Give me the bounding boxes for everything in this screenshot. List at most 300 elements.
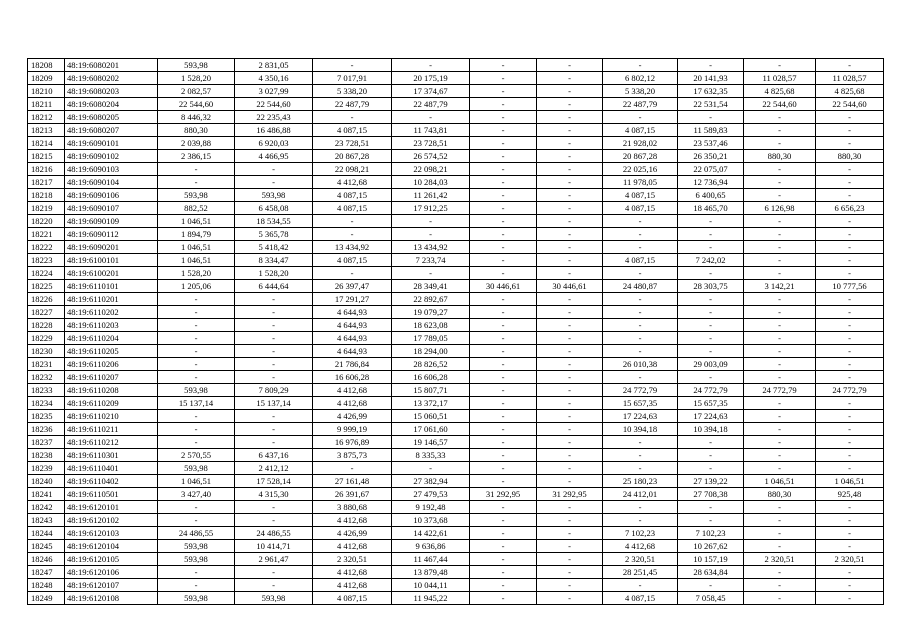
- value-cell: 20 141,93: [678, 72, 744, 85]
- value-cell: -: [537, 527, 603, 540]
- value-cell: 24 480,87: [603, 280, 678, 293]
- cadastral-number-cell: 48:19:6110402: [65, 475, 158, 488]
- value-cell: -: [470, 241, 537, 254]
- value-cell: -: [744, 332, 816, 345]
- row-number-cell: 18220: [28, 215, 65, 228]
- value-cell: -: [235, 332, 313, 345]
- value-cell: -: [744, 514, 816, 527]
- row-number-cell: 18234: [28, 397, 65, 410]
- value-cell: 16 606,28: [313, 371, 392, 384]
- value-cell: -: [470, 254, 537, 267]
- value-cell: 8 446,32: [158, 111, 235, 124]
- table-row: [28, 98, 884, 111]
- value-cell: 19 146,57: [392, 436, 470, 449]
- table-row: [28, 527, 884, 540]
- value-cell: -: [537, 436, 603, 449]
- value-cell: 10 394,18: [603, 423, 678, 436]
- value-cell: -: [816, 306, 884, 319]
- value-cell: -: [678, 306, 744, 319]
- cadastral-number-cell: 48:19:6090107: [65, 202, 158, 215]
- value-cell: 22 487,79: [313, 98, 392, 111]
- value-cell: 593,98: [158, 189, 235, 202]
- value-cell: -: [603, 371, 678, 384]
- value-cell: -: [744, 189, 816, 202]
- value-cell: 10 044,11: [392, 579, 470, 592]
- value-cell: -: [816, 462, 884, 475]
- value-cell: 880,30: [744, 150, 816, 163]
- table-row: [28, 280, 884, 293]
- value-cell: 27 708,38: [678, 488, 744, 501]
- value-cell: -: [470, 475, 537, 488]
- value-cell: -: [744, 176, 816, 189]
- value-cell: -: [816, 423, 884, 436]
- value-cell: -: [744, 215, 816, 228]
- value-cell: 14 422,61: [392, 527, 470, 540]
- row-number-cell: 18229: [28, 332, 65, 345]
- value-cell: -: [678, 59, 744, 72]
- value-cell: -: [816, 137, 884, 150]
- value-cell: 4 825,68: [744, 85, 816, 98]
- value-cell: 6 920,03: [235, 137, 313, 150]
- value-cell: 11 743,81: [392, 124, 470, 137]
- value-cell: -: [470, 592, 537, 605]
- table-row: [28, 397, 884, 410]
- value-cell: 5 365,78: [235, 228, 313, 241]
- value-cell: 28 251,45: [603, 566, 678, 579]
- value-cell: -: [744, 410, 816, 423]
- value-cell: -: [603, 514, 678, 527]
- value-cell: -: [603, 306, 678, 319]
- value-cell: -: [816, 124, 884, 137]
- value-cell: 25 180,23: [603, 475, 678, 488]
- value-cell: 16 486,88: [235, 124, 313, 137]
- value-cell: 593,98: [158, 384, 235, 397]
- value-cell: 22 098,21: [392, 163, 470, 176]
- value-cell: 4 087,15: [603, 202, 678, 215]
- table-row: [28, 436, 884, 449]
- row-number-cell: 18240: [28, 475, 65, 488]
- value-cell: -: [744, 566, 816, 579]
- value-cell: -: [537, 566, 603, 579]
- value-cell: -: [678, 319, 744, 332]
- value-cell: 6 126,98: [744, 202, 816, 215]
- value-cell: -: [537, 332, 603, 345]
- value-cell: 1 046,51: [158, 215, 235, 228]
- row-number-cell: 18231: [28, 358, 65, 371]
- value-cell: -: [537, 449, 603, 462]
- cadastral-number-cell: 48:19:6120106: [65, 566, 158, 579]
- cadastral-number-cell: 48:19:6110204: [65, 332, 158, 345]
- value-cell: -: [235, 566, 313, 579]
- value-cell: -: [470, 267, 537, 280]
- value-cell: 1 528,20: [158, 267, 235, 280]
- cadastral-number-cell: 48:19:6100101: [65, 254, 158, 267]
- value-cell: -: [816, 111, 884, 124]
- value-cell: -: [537, 345, 603, 358]
- cadastral-number-cell: 48:19:6110203: [65, 319, 158, 332]
- value-cell: 7 809,29: [235, 384, 313, 397]
- value-cell: -: [470, 59, 537, 72]
- cadastral-number-cell: 48:19:6120104: [65, 540, 158, 553]
- table-row: [28, 423, 884, 436]
- value-cell: -: [678, 501, 744, 514]
- table-row: [28, 150, 884, 163]
- table-row: [28, 332, 884, 345]
- value-cell: 18 534,55: [235, 215, 313, 228]
- value-cell: 10 394,18: [678, 423, 744, 436]
- cadastral-number-cell: 48:19:6090106: [65, 189, 158, 202]
- value-cell: -: [392, 111, 470, 124]
- value-cell: -: [678, 436, 744, 449]
- row-number-cell: 18219: [28, 202, 65, 215]
- value-cell: -: [603, 345, 678, 358]
- value-cell: -: [603, 267, 678, 280]
- value-cell: 9 192,48: [392, 501, 470, 514]
- value-cell: 22 025,16: [603, 163, 678, 176]
- value-cell: -: [392, 215, 470, 228]
- value-cell: -: [816, 397, 884, 410]
- table-row: [28, 306, 884, 319]
- value-cell: -: [313, 111, 392, 124]
- row-number-cell: 18225: [28, 280, 65, 293]
- value-cell: 30 446,61: [537, 280, 603, 293]
- row-number-cell: 18242: [28, 501, 65, 514]
- row-number-cell: 18247: [28, 566, 65, 579]
- value-cell: 15 657,35: [603, 397, 678, 410]
- value-cell: -: [158, 410, 235, 423]
- row-number-cell: 18241: [28, 488, 65, 501]
- value-cell: -: [816, 254, 884, 267]
- cadastral-number-cell: 48:19:6120103: [65, 527, 158, 540]
- value-cell: -: [537, 319, 603, 332]
- value-cell: -: [603, 332, 678, 345]
- value-cell: 24 772,79: [744, 384, 816, 397]
- value-cell: -: [744, 241, 816, 254]
- value-cell: 24 486,55: [158, 527, 235, 540]
- cadastral-number-cell: 48:19:6090112: [65, 228, 158, 241]
- value-cell: 4 087,15: [313, 202, 392, 215]
- value-cell: 22 487,79: [603, 98, 678, 111]
- value-cell: -: [744, 436, 816, 449]
- value-cell: -: [470, 514, 537, 527]
- value-cell: -: [235, 306, 313, 319]
- value-cell: -: [603, 293, 678, 306]
- value-cell: -: [744, 163, 816, 176]
- value-cell: 31 292,95: [537, 488, 603, 501]
- value-cell: -: [537, 228, 603, 241]
- row-number-cell: 18215: [28, 150, 65, 163]
- value-cell: 4 426,99: [313, 410, 392, 423]
- value-cell: -: [744, 540, 816, 553]
- value-cell: 5 338,20: [603, 85, 678, 98]
- table-row: [28, 475, 884, 488]
- table-row: [28, 566, 884, 579]
- value-cell: -: [537, 579, 603, 592]
- cadastral-number-cell: 48:19:6110208: [65, 384, 158, 397]
- value-cell: 13 372,17: [392, 397, 470, 410]
- value-cell: 11 028,57: [816, 72, 884, 85]
- value-cell: -: [470, 163, 537, 176]
- value-cell: 593,98: [235, 189, 313, 202]
- value-cell: 29 003,09: [678, 358, 744, 371]
- value-cell: -: [816, 189, 884, 202]
- value-cell: 6 458,08: [235, 202, 313, 215]
- value-cell: -: [537, 150, 603, 163]
- value-cell: -: [603, 59, 678, 72]
- value-cell: 2 320,51: [744, 553, 816, 566]
- cadastral-number-cell: 48:19:6120102: [65, 514, 158, 527]
- value-cell: 593,98: [158, 553, 235, 566]
- value-cell: 17 374,67: [392, 85, 470, 98]
- value-cell: 4 426,99: [313, 527, 392, 540]
- value-cell: 22 892,67: [392, 293, 470, 306]
- value-cell: -: [158, 306, 235, 319]
- cadastral-number-cell: 48:19:6100201: [65, 267, 158, 280]
- value-cell: -: [392, 228, 470, 241]
- value-cell: 21 928,02: [603, 137, 678, 150]
- value-cell: -: [744, 423, 816, 436]
- value-cell: -: [158, 358, 235, 371]
- cadastral-number-cell: 48:19:6090109: [65, 215, 158, 228]
- value-cell: -: [537, 163, 603, 176]
- value-cell: 10 157,19: [678, 553, 744, 566]
- value-cell: 7 233,74: [392, 254, 470, 267]
- value-cell: 4 087,15: [313, 124, 392, 137]
- value-cell: -: [744, 59, 816, 72]
- value-cell: -: [744, 293, 816, 306]
- row-number-cell: 18248: [28, 579, 65, 592]
- value-cell: -: [744, 254, 816, 267]
- value-cell: -: [816, 345, 884, 358]
- value-cell: -: [678, 345, 744, 358]
- value-cell: -: [537, 592, 603, 605]
- table-row: [28, 345, 884, 358]
- value-cell: -: [235, 371, 313, 384]
- value-cell: 17 528,14: [235, 475, 313, 488]
- value-cell: -: [235, 293, 313, 306]
- value-cell: 24 772,79: [816, 384, 884, 397]
- value-cell: -: [678, 449, 744, 462]
- value-cell: -: [158, 163, 235, 176]
- cadastral-number-cell: 48:19:6090103: [65, 163, 158, 176]
- value-cell: 22 531,54: [678, 98, 744, 111]
- value-cell: 26 010,38: [603, 358, 678, 371]
- value-cell: 13 434,92: [313, 241, 392, 254]
- value-cell: -: [816, 267, 884, 280]
- value-cell: 28 349,41: [392, 280, 470, 293]
- value-cell: 4 466,95: [235, 150, 313, 163]
- table-row: [28, 358, 884, 371]
- value-cell: 15 807,71: [392, 384, 470, 397]
- value-cell: -: [744, 397, 816, 410]
- value-cell: -: [744, 371, 816, 384]
- value-cell: 7 242,02: [678, 254, 744, 267]
- value-cell: -: [158, 319, 235, 332]
- row-number-cell: 18227: [28, 306, 65, 319]
- value-cell: 6 437,16: [235, 449, 313, 462]
- value-cell: -: [816, 371, 884, 384]
- value-cell: -: [537, 202, 603, 215]
- value-cell: -: [537, 475, 603, 488]
- value-cell: 1 528,20: [235, 267, 313, 280]
- value-cell: 26 397,47: [313, 280, 392, 293]
- value-cell: 4 825,68: [816, 85, 884, 98]
- value-cell: 6 656,23: [816, 202, 884, 215]
- value-cell: 30 446,61: [470, 280, 537, 293]
- value-cell: -: [816, 228, 884, 241]
- value-cell: -: [235, 319, 313, 332]
- value-cell: 4 087,15: [313, 189, 392, 202]
- value-cell: 6 444,64: [235, 280, 313, 293]
- table-row: [28, 462, 884, 475]
- value-cell: -: [603, 215, 678, 228]
- row-number-cell: 18226: [28, 293, 65, 306]
- value-cell: -: [678, 371, 744, 384]
- value-cell: 10 414,71: [235, 540, 313, 553]
- value-cell: 2 831,05: [235, 59, 313, 72]
- value-cell: 18 465,70: [678, 202, 744, 215]
- value-cell: 2 386,15: [158, 150, 235, 163]
- value-cell: -: [470, 397, 537, 410]
- value-cell: -: [537, 267, 603, 280]
- value-cell: 2 320,51: [816, 553, 884, 566]
- table-row: [28, 189, 884, 202]
- table-row: [28, 85, 884, 98]
- value-cell: -: [537, 462, 603, 475]
- value-cell: -: [816, 592, 884, 605]
- value-cell: 2 412,12: [235, 462, 313, 475]
- cadastral-number-cell: 48:19:6090101: [65, 137, 158, 150]
- value-cell: 4 644,93: [313, 306, 392, 319]
- value-cell: 24 772,79: [603, 384, 678, 397]
- row-number-cell: 18236: [28, 423, 65, 436]
- value-cell: -: [158, 176, 235, 189]
- value-cell: -: [313, 462, 392, 475]
- value-cell: 593,98: [158, 592, 235, 605]
- value-cell: -: [470, 579, 537, 592]
- row-number-cell: 18244: [28, 527, 65, 540]
- value-cell: -: [537, 137, 603, 150]
- value-cell: -: [816, 436, 884, 449]
- row-number-cell: 18239: [28, 462, 65, 475]
- value-cell: -: [678, 228, 744, 241]
- value-cell: -: [158, 332, 235, 345]
- value-cell: -: [603, 111, 678, 124]
- value-cell: -: [235, 358, 313, 371]
- value-cell: 22 235,43: [235, 111, 313, 124]
- value-cell: -: [816, 163, 884, 176]
- row-number-cell: 18223: [28, 254, 65, 267]
- value-cell: 3 427,40: [158, 488, 235, 501]
- value-cell: 22 487,79: [392, 98, 470, 111]
- value-cell: -: [470, 176, 537, 189]
- cadastral-number-cell: 48:19:6080203: [65, 85, 158, 98]
- value-cell: 9 636,86: [392, 540, 470, 553]
- value-cell: -: [537, 98, 603, 111]
- value-cell: 1 046,51: [158, 475, 235, 488]
- value-cell: -: [158, 514, 235, 527]
- value-cell: 593,98: [158, 462, 235, 475]
- value-cell: 17 789,05: [392, 332, 470, 345]
- cadastral-number-cell: 48:19:6110209: [65, 397, 158, 410]
- value-cell: 24 412,01: [603, 488, 678, 501]
- cadastral-number-cell: 48:19:6080204: [65, 98, 158, 111]
- value-cell: 593,98: [158, 59, 235, 72]
- value-cell: -: [816, 501, 884, 514]
- value-cell: -: [470, 384, 537, 397]
- value-cell: 7 058,45: [678, 592, 744, 605]
- value-cell: -: [470, 553, 537, 566]
- value-cell: 10 373,68: [392, 514, 470, 527]
- table-row: [28, 384, 884, 397]
- row-number-cell: 18211: [28, 98, 65, 111]
- value-cell: 1 894,79: [158, 228, 235, 241]
- value-cell: 9 999,19: [313, 423, 392, 436]
- cadastral-number-cell: 48:19:6120105: [65, 553, 158, 566]
- value-cell: 10 777,56: [816, 280, 884, 293]
- value-cell: -: [537, 306, 603, 319]
- row-number-cell: 18237: [28, 436, 65, 449]
- cadastral-number-cell: 48:19:6090102: [65, 150, 158, 163]
- value-cell: 1 046,51: [158, 254, 235, 267]
- row-number-cell: 18222: [28, 241, 65, 254]
- value-cell: 4 412,68: [313, 514, 392, 527]
- value-cell: -: [744, 111, 816, 124]
- value-cell: 15 657,35: [678, 397, 744, 410]
- table-row: [28, 111, 884, 124]
- value-cell: -: [816, 293, 884, 306]
- value-cell: 2 570,55: [158, 449, 235, 462]
- value-cell: -: [744, 306, 816, 319]
- value-cell: -: [537, 384, 603, 397]
- table-row: [28, 176, 884, 189]
- value-cell: 4 087,15: [603, 189, 678, 202]
- value-cell: 6 400,65: [678, 189, 744, 202]
- cadastral-number-cell: 48:19:6090201: [65, 241, 158, 254]
- table-row: [28, 215, 884, 228]
- value-cell: 2 320,51: [313, 553, 392, 566]
- value-cell: -: [603, 228, 678, 241]
- value-cell: -: [603, 449, 678, 462]
- value-cell: 4 644,93: [313, 345, 392, 358]
- value-cell: -: [470, 462, 537, 475]
- value-cell: -: [744, 228, 816, 241]
- value-cell: -: [470, 150, 537, 163]
- value-cell: 4 412,68: [313, 579, 392, 592]
- value-cell: 17 224,63: [678, 410, 744, 423]
- value-cell: 13 879,48: [392, 566, 470, 579]
- value-cell: 4 412,68: [313, 566, 392, 579]
- value-cell: 4 644,93: [313, 332, 392, 345]
- cadastral-number-cell: 48:19:6110210: [65, 410, 158, 423]
- table-row: [28, 163, 884, 176]
- value-cell: 7 017,91: [313, 72, 392, 85]
- value-cell: -: [470, 423, 537, 436]
- value-cell: 28 303,75: [678, 280, 744, 293]
- value-cell: 20 175,19: [392, 72, 470, 85]
- value-cell: -: [744, 501, 816, 514]
- row-number-cell: 18209: [28, 72, 65, 85]
- value-cell: -: [678, 462, 744, 475]
- value-cell: -: [158, 501, 235, 514]
- table-row: [28, 592, 884, 605]
- value-cell: -: [537, 423, 603, 436]
- table-row: [28, 371, 884, 384]
- value-cell: 17 912,25: [392, 202, 470, 215]
- value-cell: 11 589,83: [678, 124, 744, 137]
- value-cell: -: [470, 410, 537, 423]
- cadastral-number-cell: 48:19:6110207: [65, 371, 158, 384]
